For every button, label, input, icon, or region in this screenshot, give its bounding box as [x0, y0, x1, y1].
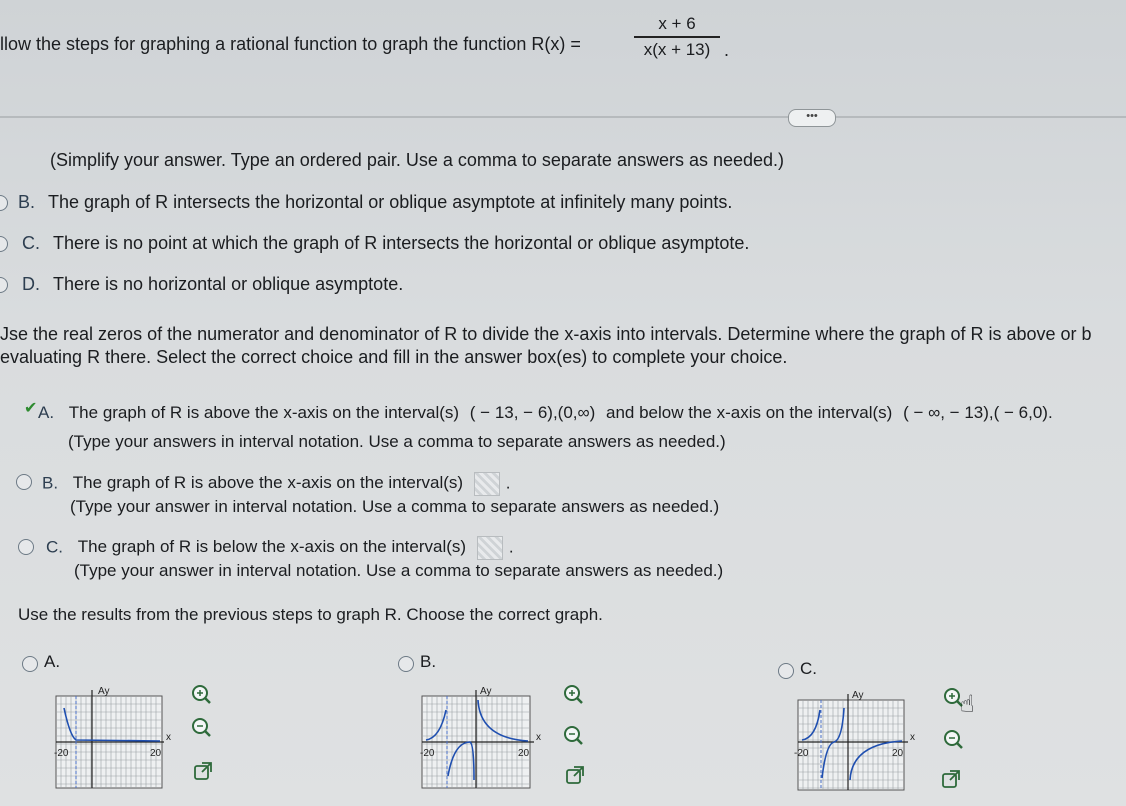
graph-a-xmax: 20: [150, 748, 162, 759]
option-text-after: .: [1047, 403, 1053, 422]
graph-b-xlabel: x: [536, 732, 541, 743]
graph-choice-a-letter: A.: [44, 652, 61, 671]
asymptote-hint: (Simplify your answer. Type an ordered pair. Use a comma to separate answers as needed.): [50, 150, 785, 170]
option-letter: C.: [22, 233, 40, 253]
graph-question: Use the results from the previous steps to graph R. Choose the correct graph.: [18, 605, 603, 624]
radio-asymptote-d[interactable]: [0, 277, 8, 293]
graph-b-xmax: 20: [518, 748, 530, 759]
option-text: The graph of R intersects the horizontal or oblique asymptote at infinitely many points.: [48, 192, 733, 212]
option-text: There is no point at which the graph of R intersects the horizontal or oblique asymptote.: [53, 233, 750, 253]
fraction-denominator: x(x + 13): [643, 39, 711, 59]
above-interval-answer[interactable]: ( − 13, − 6),(0,∞): [469, 403, 596, 422]
radio-interval-c[interactable]: [18, 539, 34, 555]
graph-c-xmin: -20: [794, 748, 809, 759]
open-external-icon[interactable]: [564, 764, 586, 786]
radio-interval-b[interactable]: [16, 474, 32, 490]
section-divider: [0, 116, 1126, 118]
option-letter: A.: [38, 403, 55, 422]
graph-c-ylabel: Ay: [852, 690, 864, 701]
below-interval-answer[interactable]: ( − ∞, − 13),( − 6,0): [903, 403, 1048, 422]
asymptote-option-c[interactable]: [22, 233, 749, 254]
graph-c-xlabel: x: [910, 732, 915, 743]
option-text: The graph of R is above the x-axis on the interval(s): [68, 403, 460, 422]
function-prompt: [0, 34, 581, 55]
answer-box-below[interactable]: [477, 536, 503, 560]
interval-question-line2: evaluating R there. Select the correct choice and fill in the answer box(es) to complete your choice.: [0, 347, 788, 367]
more-options-button[interactable]: •••: [788, 109, 836, 127]
graph-c-thumbnail[interactable]: [788, 684, 922, 796]
graph-a-xmin: -20: [54, 748, 69, 759]
hand-cursor-icon: ☝: [960, 691, 975, 718]
graph-c-xmax: 20: [892, 748, 904, 759]
graph-b-thumbnail[interactable]: [414, 680, 548, 796]
zoom-out-icon[interactable]: [942, 728, 964, 750]
interval-option-c[interactable]: [46, 536, 514, 560]
asymptote-option-d[interactable]: [22, 274, 403, 295]
option-suffix: .: [505, 473, 511, 493]
graph-choice-c-letter: C.: [800, 659, 817, 678]
function-fraction: [634, 14, 720, 60]
answer-box-above[interactable]: [474, 472, 500, 496]
zoom-in-icon[interactable]: [190, 683, 212, 705]
interval-option-a-hint: (Type your answers in interval notation. Use a comma to separate answers as needed.): [68, 432, 726, 451]
option-letter: C.: [46, 537, 63, 557]
fraction-bar: [634, 36, 720, 38]
option-text-middle: and below the x-axis on the interval(s): [606, 403, 893, 422]
interval-question-line1: Jse the real zeros of the numerator and denominator of R to divide the x-axis into intervals. Determine where the graph of R is above or b: [0, 324, 1092, 344]
prompt-suffix: .: [724, 40, 730, 60]
radio-asymptote-b[interactable]: [0, 195, 8, 211]
radio-graph-c[interactable]: [778, 663, 794, 679]
option-letter: B.: [42, 473, 59, 493]
interval-option-a[interactable]: [38, 403, 1053, 423]
prompt-prefix: llow the steps for graphing a rational function to graph the function R(x) =: [0, 34, 581, 54]
graph-a-thumbnail[interactable]: [50, 680, 180, 796]
interval-option-b[interactable]: [42, 472, 511, 496]
zoom-out-icon[interactable]: [190, 716, 212, 738]
graph-choice-b-letter: B.: [420, 652, 437, 671]
graph-b-xmin: -20: [420, 748, 435, 759]
option-text: There is no horizontal or oblique asymptote.: [53, 274, 404, 294]
fraction-numerator: x + 6: [658, 14, 696, 33]
interval-option-b-hint: (Type your answer in interval notation. Use a comma to separate answers as needed.): [70, 497, 720, 516]
zoom-out-icon[interactable]: [562, 724, 584, 746]
graph-b-ylabel: Ay: [480, 686, 492, 697]
open-external-icon[interactable]: [940, 768, 962, 790]
option-letter: B.: [18, 192, 36, 212]
option-text: The graph of R is below the x-axis on the interval(s): [77, 537, 467, 557]
option-suffix: .: [508, 537, 514, 557]
graph-a-xlabel: x: [166, 732, 171, 743]
open-external-icon[interactable]: [192, 760, 214, 782]
radio-asymptote-c[interactable]: [0, 236, 8, 252]
asymptote-option-b[interactable]: [18, 192, 732, 213]
radio-graph-a[interactable]: [22, 656, 38, 672]
zoom-in-icon[interactable]: [562, 683, 584, 705]
radio-graph-b[interactable]: [398, 656, 414, 672]
interval-option-c-hint: (Type your answer in interval notation. Use a comma to separate answers as needed.): [74, 561, 724, 580]
option-text: The graph of R is above the x-axis on the interval(s): [72, 473, 464, 493]
checkmark-icon: ✔: [24, 400, 38, 417]
graph-a-ylabel: Ay: [98, 686, 110, 697]
option-letter: D.: [22, 274, 40, 294]
